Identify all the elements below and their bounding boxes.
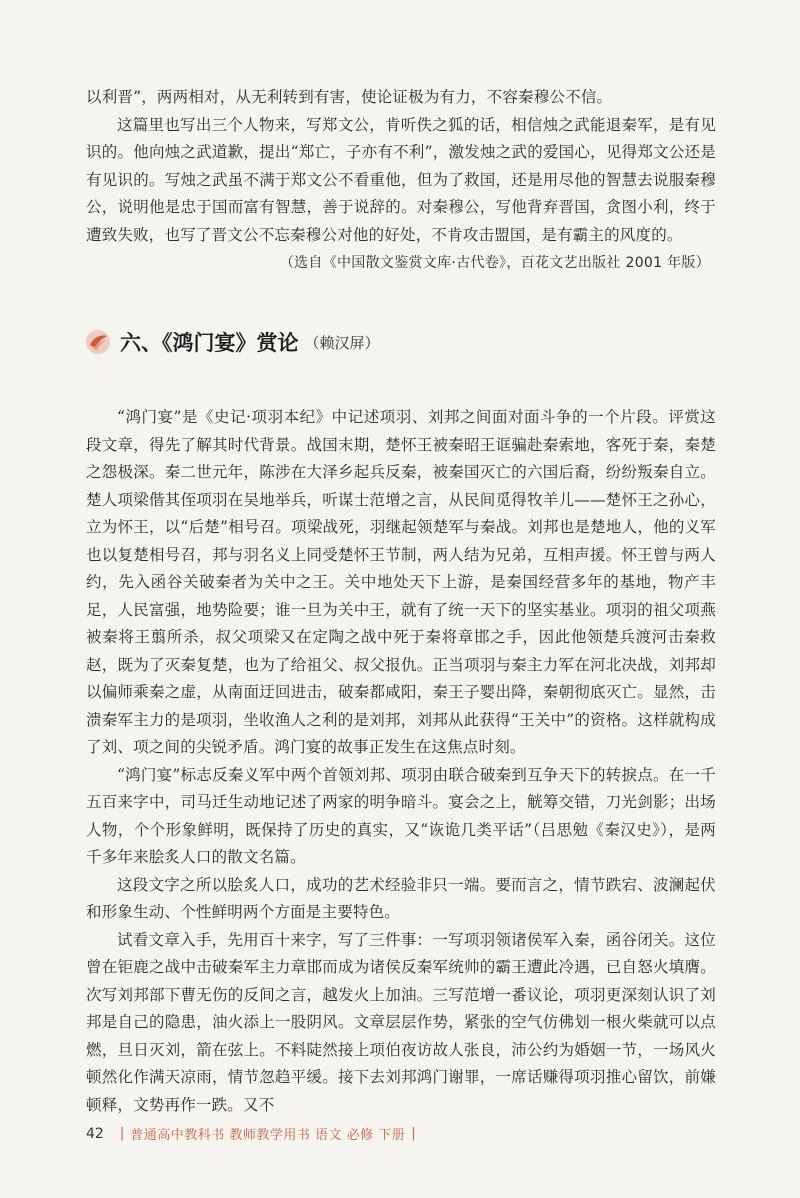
paragraph-continuation: 以利晋”，两两相对，从无利转到有害，使论证极为有力，不容秦穆公不信。	[86, 88, 613, 106]
paragraph: “鸿门宴”标志反秦义军中两个首领刘邦、项羽由联合破秦到互争天下的转捩点。在一千五百来字中，司马迁生动地记述了两家的明争暗斗。宴会之上，觥筹交错，刀光剑影；出场人物，个个形象鲜明，既保持了历史的真实，又“诙诡几类平话”（吕思勉《秦汉史》），是两千多年来脍炙人口的散文名篇。	[86, 765, 716, 866]
paragraph: 这篇里也写出三个人物来，写郑文公，肯听佚之狐的话，相信烛之武能退秦军，是有见识的。他向烛之武道歉，提出“郑亡，子亦有不利”，激发烛之武的爱国心，见得郑文公还是有见识的。写烛之武虽不满于郑文公不看重他，但为了救国，还是用尽他的智慧去说服秦穆公，说明他是忠于国而富有智慧，善于说辞的。对秦穆公，写他背弃晋国，贪图小利，终于遭致失败，也写了晋文公不忘秦穆公对他的好处，不肯攻击盟国，是有霸主的风度的。	[86, 115, 716, 244]
page-number: 42	[86, 1125, 104, 1142]
top-text-block	[86, 84, 716, 249]
footer-divider: |	[119, 1126, 125, 1141]
main-text-block	[86, 404, 716, 1119]
paragraph: “鸿门宴”是《史记·项羽本纪》中记述项羽、刘邦之间面对面斗争的一个片段。评赏这段文章，得先了解其时代背景。战国末期，楚怀王被秦昭王诓骗赴秦索地，客死于秦，秦楚之怨极深。秦二世元年，陈涉在大泽乡起兵反秦，被秦国灭亡的六国后裔，纷纷叛秦自立。楚人项梁偕其侄项羽在吴地举兵，听谋士范增之言，从民间觅得牧羊儿——楚怀王之孙心，立为怀王，以“后楚”相号召。项梁战死，羽继起领楚军与秦战。刘邦也是楚地人，他的义军也以复楚相号召，邦与羽名义上同受楚怀王节制，两人结为兄弟，互相声援。怀王曾与两人约，先入函谷关破秦者为关中之王。关中地处天下上游，是秦国经营多年的基地，物产丰足，人民富强，地势险要；谁一旦为关中王，就有了统一天下的坚实基业。项羽的祖父项燕被秦将王翦所杀，叔父项梁又在定陶之战中死于秦将章邯之手，因此他领楚兵渡河击秦救赵，既为了灭秦复楚，也为了给祖父、叔父报仇。正当项羽与秦主力军在河北决战，刘邦却以偏师乘秦之虚，从南面迂回进击，破秦都咸阳，秦王子婴出降，秦朝彻底灭亡。显然，击溃秦军主力的是项羽，坐收渔人之利的是刘邦，刘邦从此获得“王关中”的资格。这样就构成了刘、项之间的尖锐矛盾。鸿门宴的故事正发生在这焦点时刻。	[86, 408, 716, 756]
source-citation: （选自《中国散文鉴赏文库·古代卷》，百花文艺出版社 2001 年版）	[279, 255, 710, 271]
footer-divider: |	[411, 1126, 416, 1141]
paragraph: 试看文章入手，先用百十来字，写了三件事：一写项羽领诸侯军入秦，函谷闭关。这位曾在钜鹿之战中击破秦军主力章邯而成为诸侯反秦军统帅的霸王遭此冷遇，已自怒火填膺。次写刘邦部下曹无伤的反间之言，越发火上加油。三写范增一番议论，项羽更深刻认识了刘邦是自己的隐患，油火添上一股阴风。文章层层作势，紧张的空气仿佛划一根火柴就可以点燃，旦日灭刘，箭在弦上。不料陡然接上项伯夜访故人张良，沛公约为婚姻一节，一场风火顿然化作满天凉雨，情节忽趋平缓。接下去刘邦鸿门谢罪，一席话赚得项羽推心留饮，前嫌顿释，文势再作一跌。又不	[86, 930, 716, 1114]
section-title: 六、《鸿门宴》赏论	[120, 331, 299, 355]
section-heading	[84, 327, 380, 357]
page-footer	[86, 1124, 422, 1143]
section-author: （赖汉屏）	[304, 333, 380, 352]
brush-stroke-icon	[84, 328, 112, 356]
paragraph: 这段文字之所以脍炙人口，成功的艺术经验非只一端。要而言之，情节跌宕、波澜起伏和形象生动、个性鲜明两个方面是主要特色。	[86, 875, 716, 921]
footer-book-title: 普通高中教科书 教师教学用书 语文 必修 下册	[130, 1128, 406, 1143]
